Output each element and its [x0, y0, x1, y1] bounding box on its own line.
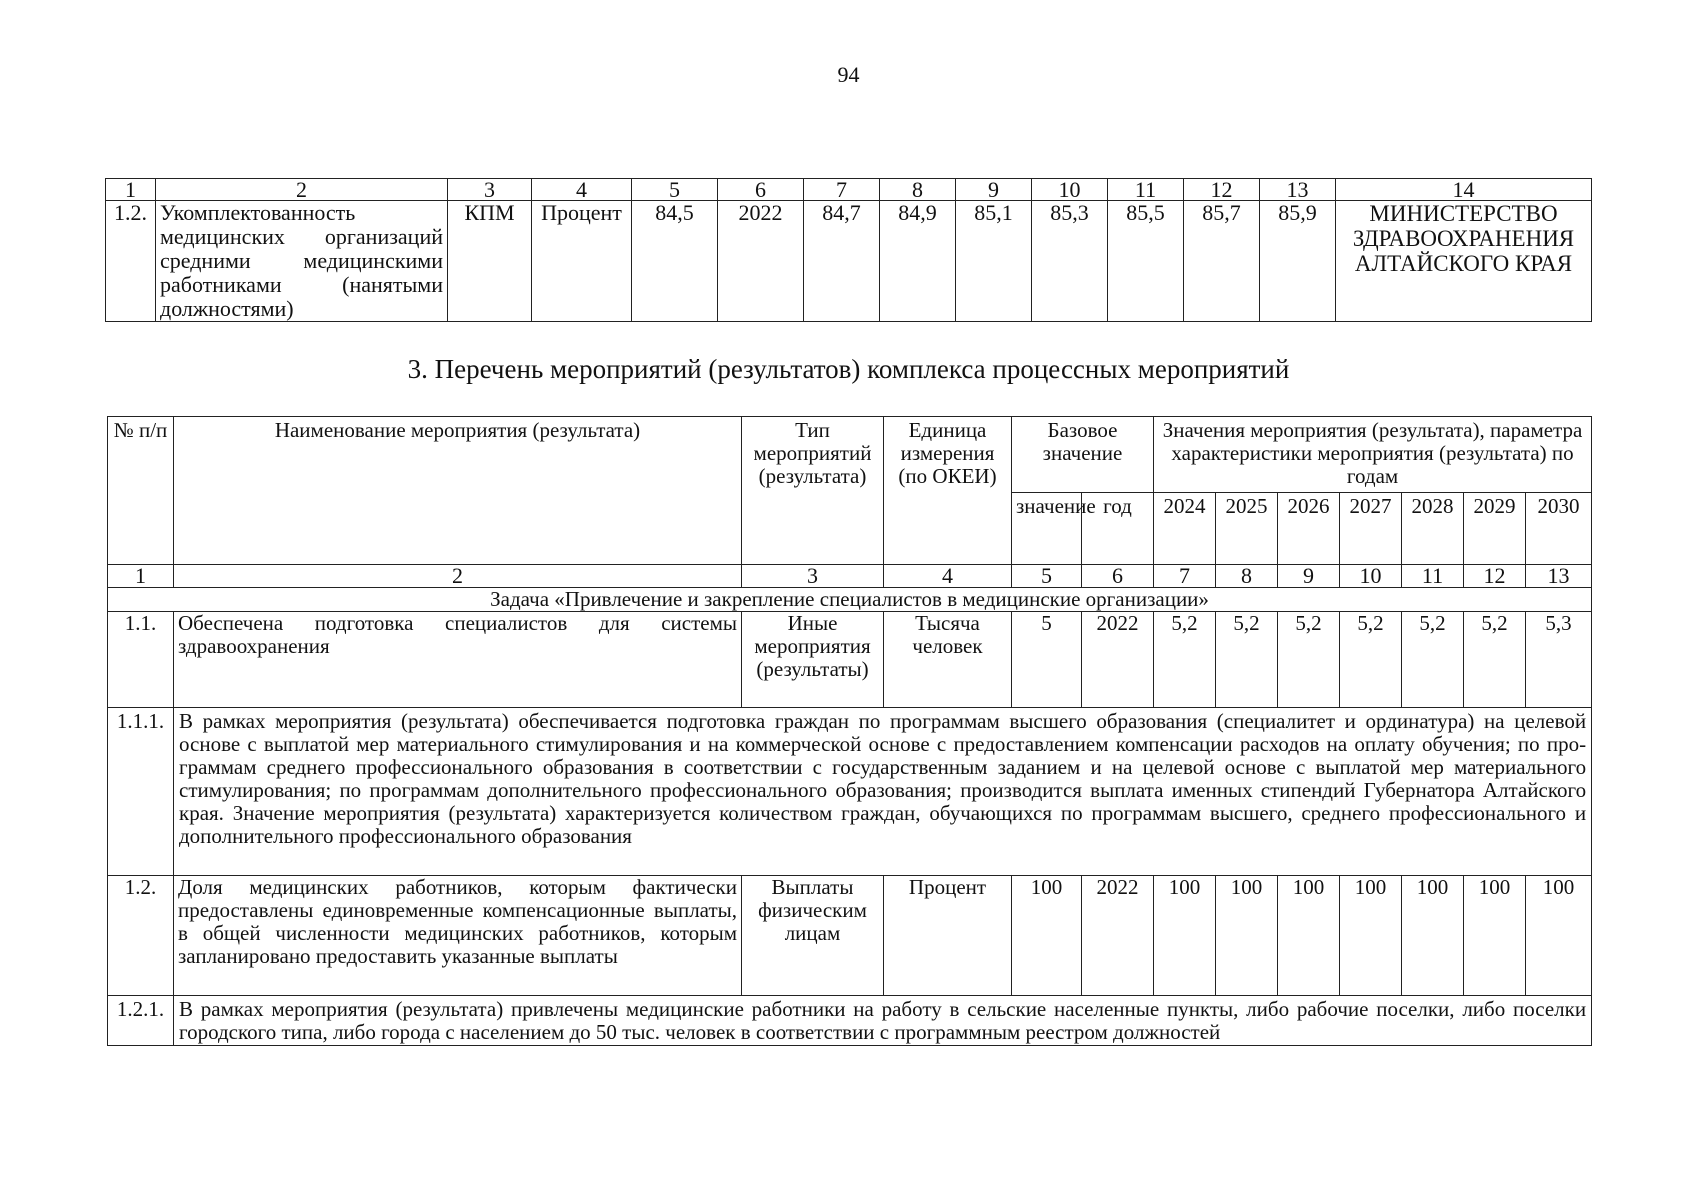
col-number: 7 [1154, 565, 1216, 588]
column-numbers-row [108, 565, 1592, 588]
year-value: 5,2 [1154, 612, 1216, 708]
header-unit: Единица измерения (по ОКЕИ) [884, 417, 1012, 565]
column-numbers-row [106, 179, 1592, 201]
task-row [108, 588, 1592, 612]
col-number: 10 [1032, 179, 1108, 201]
year-value: 85,9 [1260, 201, 1336, 322]
header-name: Наименование мероприятия (результата) [174, 417, 742, 565]
row-number: 1.2. [108, 876, 174, 996]
header-base: Базовое значение [1012, 417, 1154, 493]
year-value: 5,2 [1464, 612, 1526, 708]
header-base-value: значение [1012, 493, 1082, 565]
col-number: 5 [1012, 565, 1082, 588]
row-number: 1.1.1. [108, 708, 174, 876]
indicators-table [105, 178, 1592, 322]
base-value: 84,5 [632, 201, 718, 322]
year-value: 100 [1402, 876, 1464, 996]
col-number: 2 [156, 179, 448, 201]
year-value: 85,7 [1184, 201, 1260, 322]
header-year: 2029 [1464, 493, 1526, 565]
year-value: 100 [1216, 876, 1278, 996]
col-number: 6 [718, 179, 804, 201]
base-value: 5 [1012, 612, 1082, 708]
header-year: 2026 [1278, 493, 1340, 565]
table-row [108, 612, 1592, 708]
year-value: 5,2 [1402, 612, 1464, 708]
year-value: 85,3 [1032, 201, 1108, 322]
header-num: № п/п [108, 417, 174, 565]
measures-table [107, 416, 1592, 1046]
base-year: 2022 [1082, 876, 1154, 996]
table-row [108, 876, 1592, 996]
measure-unit: Тысяча человек [884, 612, 1012, 708]
base-value: 100 [1012, 876, 1082, 996]
col-number: 8 [880, 179, 956, 201]
description-row [108, 708, 1592, 876]
header-base-year: год [1082, 493, 1154, 565]
col-number: 1 [108, 565, 174, 588]
task-title: Задача «Привлечение и закрепление специалистов в медицинские организации» [108, 588, 1592, 612]
table-row [106, 201, 1592, 322]
header-year: 2024 [1154, 493, 1216, 565]
col-number: 6 [1082, 565, 1154, 588]
header-row [108, 417, 1592, 493]
indicator-level: КПМ [448, 201, 532, 322]
col-number: 2 [174, 565, 742, 588]
col-number: 7 [804, 179, 880, 201]
col-number: 14 [1336, 179, 1592, 201]
row-number: 1.1. [108, 612, 174, 708]
year-value: 5,2 [1216, 612, 1278, 708]
year-value: 5,3 [1526, 612, 1592, 708]
year-value: 85,1 [956, 201, 1032, 322]
measure-unit: Процент [884, 876, 1012, 996]
year-value: 100 [1278, 876, 1340, 996]
year-value: 100 [1526, 876, 1592, 996]
col-number: 10 [1340, 565, 1402, 588]
page-number: 94 [837, 62, 860, 87]
year-value: 85,5 [1108, 201, 1184, 322]
year-value: 5,2 [1278, 612, 1340, 708]
col-number: 8 [1216, 565, 1278, 588]
col-number: 4 [532, 179, 632, 201]
header-year: 2028 [1402, 493, 1464, 565]
measure-name: Доля медицинских работников, которым фактически предоставлены единовременные компенсационные выплаты, в общей численности медицинских работников, которым запланировано предоставить указанные выплаты [174, 876, 742, 996]
col-number: 3 [742, 565, 884, 588]
col-number: 12 [1184, 179, 1260, 201]
header-values: Значения мероприятия (результата), параметра характеристики мероприятия (результата) по годам [1154, 417, 1592, 493]
header-year: 2027 [1340, 493, 1402, 565]
header-type: Тип мероприятий (результата) [742, 417, 884, 565]
row-number: 1.2. [106, 201, 156, 322]
indicator-name: Укомплектованность медицинских организаций средними медицинскими работниками (нанятыми должностями) [156, 201, 448, 322]
col-number: 11 [1402, 565, 1464, 588]
description-row [108, 996, 1592, 1046]
year-value: 100 [1464, 876, 1526, 996]
measure-type: Иные мероприятия (результаты) [742, 612, 884, 708]
col-number: 13 [1526, 565, 1592, 588]
col-number: 11 [1108, 179, 1184, 201]
measure-description: В рамках мероприятия (результата) обеспечивается подготовка граждан по программам высшего образования (специалитет и ординатура) на целевой основе с выплатой мер материального стимулирования и на коммерческой основе с предоставлением компенсации расходов на оплату обучения; по про-граммам среднего профессионального образования в соответствии с государственным заданием и на целевой основе с выплатой мер материального стимулирования; по программам дополнительного профессионального образования; производится выплата именных стипендий Губернатора Алтайского края. Значение мероприятия (результата) характеризуется количеством граждан, обучающихся по программам высшего, среднего профессионального и дополнительного профессионального образования [174, 708, 1592, 876]
col-number: 4 [884, 565, 1012, 588]
col-number: 9 [956, 179, 1032, 201]
col-number: 3 [448, 179, 532, 201]
header-year: 2025 [1216, 493, 1278, 565]
col-number: 9 [1278, 565, 1340, 588]
base-year: 2022 [718, 201, 804, 322]
year-value: 84,7 [804, 201, 880, 322]
year-value: 100 [1154, 876, 1216, 996]
year-value: 5,2 [1340, 612, 1402, 708]
header-year: 2030 [1526, 493, 1592, 565]
measure-type: Выплаты физическим лицам [742, 876, 884, 996]
year-value: 100 [1340, 876, 1402, 996]
indicator-unit: Процент [532, 201, 632, 322]
row-number: 1.2.1. [108, 996, 174, 1046]
col-number: 12 [1464, 565, 1526, 588]
responsible-body: МИНИСТЕРСТВО ЗДРАВООХРАНЕНИЯ АЛТАЙСКОГО КРАЯ [1336, 201, 1592, 322]
col-number: 13 [1260, 179, 1336, 201]
col-number: 1 [106, 179, 156, 201]
base-year: 2022 [1082, 612, 1154, 708]
measure-name: Обеспечена подготовка специалистов для системы здравоохранения [174, 612, 742, 708]
measure-description: В рамках мероприятия (результата) привлечены медицинские работники на работу в сельские населенные пункты, либо рабочие поселки, либо поселки городского типа, либо города с населением до 50 тыс. человек в соответствии с программным реестром должностей [174, 996, 1592, 1046]
section-title: 3. Перечень мероприятий (результатов) комплекса процессных мероприятий [407, 354, 1290, 384]
year-value: 84,9 [880, 201, 956, 322]
col-number: 5 [632, 179, 718, 201]
